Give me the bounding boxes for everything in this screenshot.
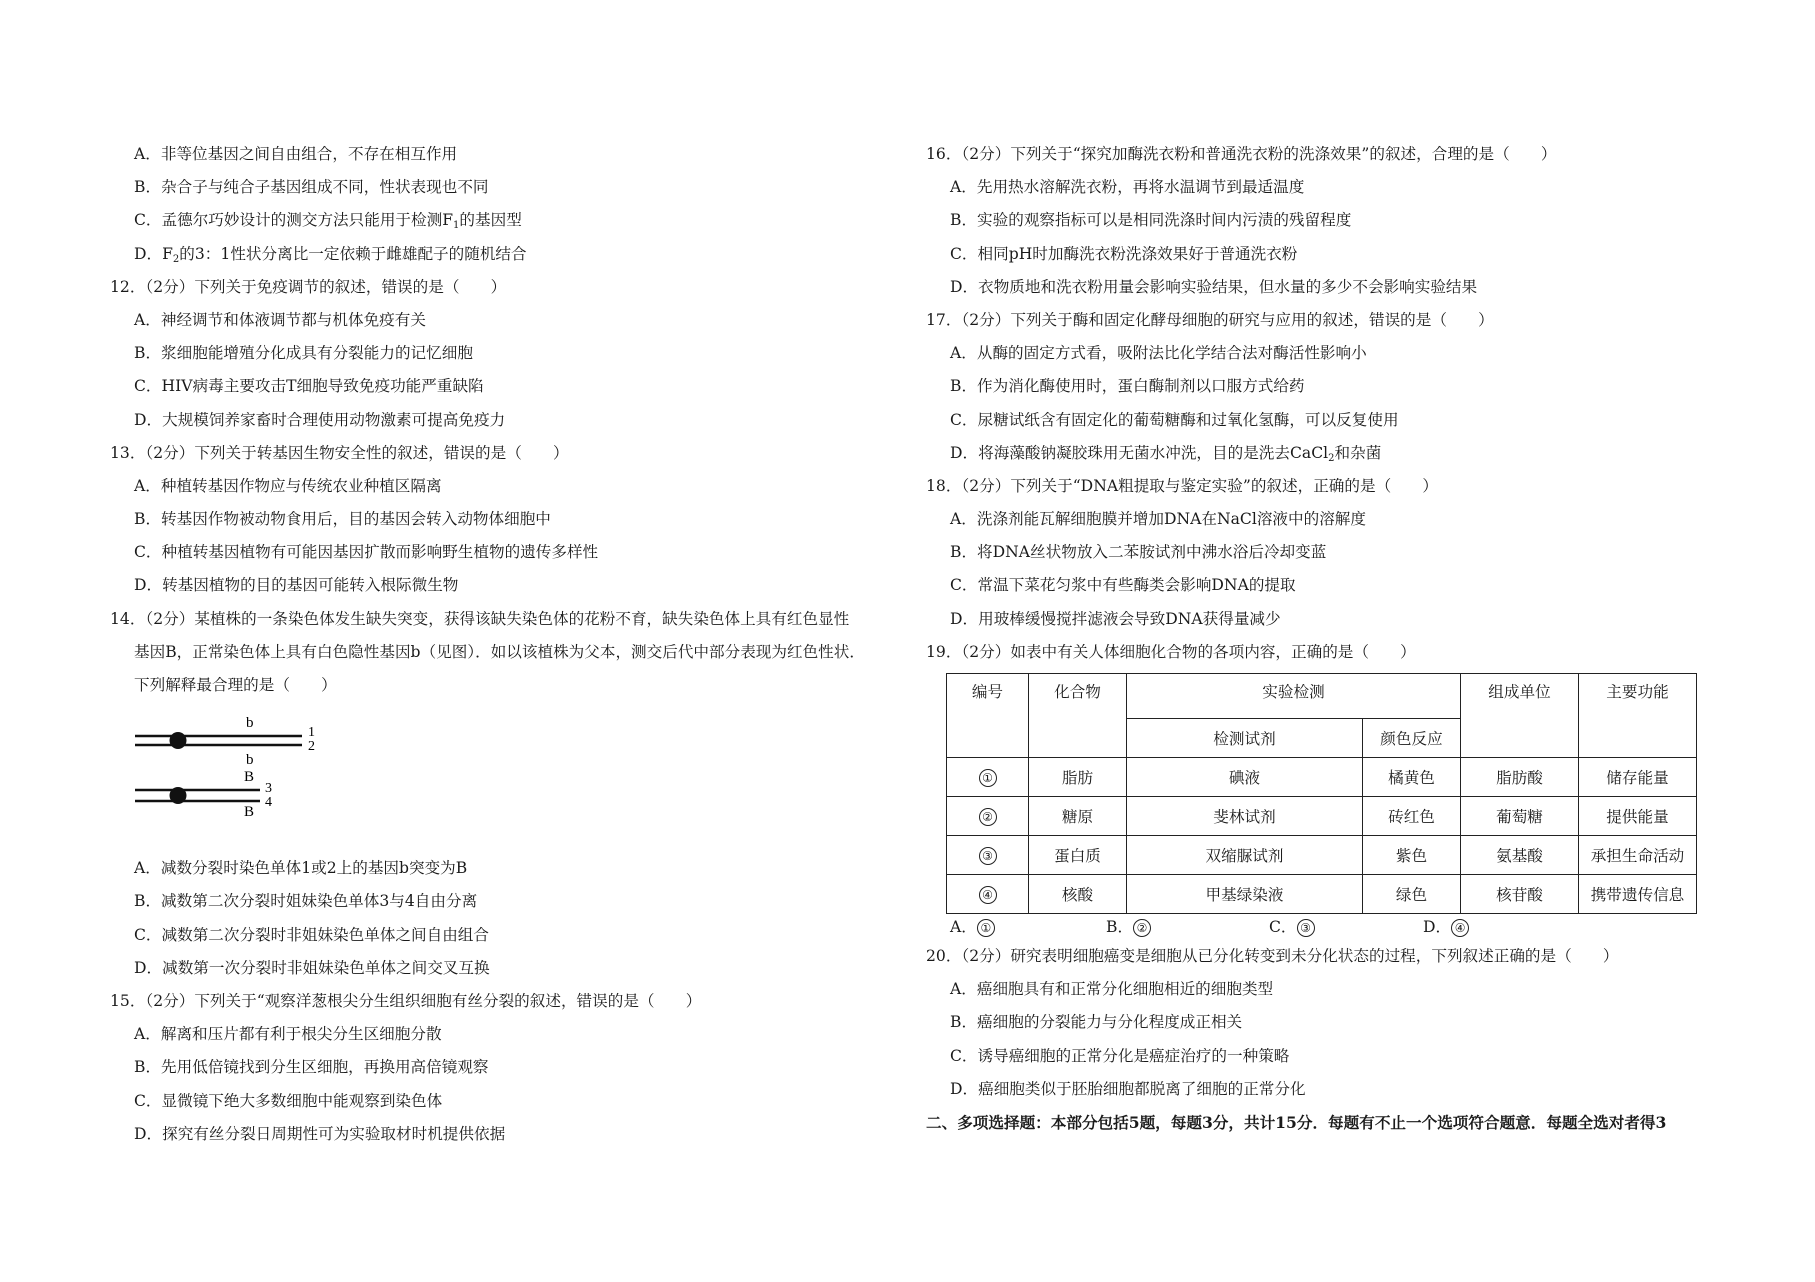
q13-option-d: D．转基因植物的目的基因可能转入根际微生物 <box>134 576 459 595</box>
q17-option-c: C．尿糖试纸含有固定化的葡萄糖酶和过氧化氢酶，可以反复使用 <box>950 410 1399 429</box>
q20-option-b: B．癌细胞的分裂能力与分化程度成正相关 <box>950 1013 1243 1032</box>
q18-stem: 18．（2分）下列关于“DNA粗提取与鉴定实验”的叙述，正确的是（ ） <box>926 476 1438 495</box>
q14-option-c: C．减数第二次分裂时非姐妹染色单体之间自由组合 <box>134 925 489 944</box>
q19-answer-b: B． ② <box>1106 914 1269 940</box>
row-function: 提供能量 <box>1579 797 1697 836</box>
q19-answer-row <box>950 914 1726 940</box>
compound-table <box>946 673 1697 914</box>
header-compound: 化合物 <box>1029 674 1127 758</box>
q12-option-d: D．大规模饲养家畜时合理使用动物激素可提高免疫力 <box>134 410 506 429</box>
row-reagent: 斐林试剂 <box>1127 797 1363 836</box>
row-color: 橘黄色 <box>1363 758 1461 797</box>
header-id: 编号 <box>947 674 1029 758</box>
q17-stem: 17．（2分）下列关于酶和固定化酵母细胞的研究与应用的叙述，错误的是（ ） <box>926 310 1494 329</box>
q12-stem: 12．（2分）下列关于免疫调节的叙述，错误的是（ ） <box>110 277 507 296</box>
q14-option-a: A．减数分裂时染色单体1或2上的基因b突变为B <box>134 859 468 878</box>
row-unit: 葡萄糖 <box>1461 797 1579 836</box>
right-column <box>926 138 1726 1139</box>
header-color: 颜色反应 <box>1363 719 1461 758</box>
chromatid-number-1: 1 <box>308 725 315 741</box>
q20-option-a: A．癌细胞具有和正常分化细胞相近的细胞类型 <box>950 980 1274 999</box>
row-id: ④ <box>947 875 1029 914</box>
q15-option-b: B．先用低倍镜找到分生区细胞，再换用高倍镜观察 <box>134 1058 489 1077</box>
gene-label-B-1: B <box>244 769 255 786</box>
q12-option-a: A．神经调节和体液调节都与机体免疫有关 <box>134 310 426 329</box>
q14-stem: 14．（2分）某植株的一条染色体发生缺失突变，获得该缺失染色体的花粉不育，缺失染色体上具有红色显性 <box>110 609 850 628</box>
row-color: 紫色 <box>1363 836 1461 875</box>
centromere-top <box>170 732 187 749</box>
row-reagent: 碘液 <box>1127 758 1363 797</box>
row-id: ③ <box>947 836 1029 875</box>
q19-answer-c: C． ③ <box>1269 914 1423 940</box>
row-function: 承担生命活动 <box>1579 836 1697 875</box>
table-row <box>947 836 1697 875</box>
row-color: 绿色 <box>1363 875 1461 914</box>
q19-answer-a: A． ① <box>950 914 1106 940</box>
chromosome-diagram <box>132 702 332 852</box>
q12-option-b: B．浆细胞能增殖分化成具有分裂能力的记忆细胞 <box>134 344 473 363</box>
q20-option-d: D．癌细胞类似于胚胎细胞都脱离了细胞的正常分化 <box>950 1079 1306 1098</box>
row-id: ② <box>947 797 1029 836</box>
row-reagent: 甲基绿染液 <box>1127 875 1363 914</box>
row-unit: 核苷酸 <box>1461 875 1579 914</box>
q13-option-b: B．转基因作物被动物食用后，目的基因会转入动物体细胞中 <box>134 510 551 529</box>
q19-answer-d: D． ④ <box>1423 914 1469 940</box>
q11-option-d: D．$F_2$的3：1性状分离比一定依赖于雌雄配子的随机结合 <box>134 244 527 265</box>
q11-option-a: A．非等位基因之间自由组合，不存在相互作用 <box>134 145 458 163</box>
q15-stem: 15．（2分）下列关于“观察洋葱根尖分生组织细胞有丝分裂的叙述，错误的是（ ） <box>110 991 702 1010</box>
row-compound: 糖原 <box>1029 797 1127 836</box>
header-function: 主要功能 <box>1579 674 1697 758</box>
q16-option-d: D．衣物质地和洗衣粉用量会影响实验结果，但水量的多少不会影响实验结果 <box>950 277 1478 296</box>
row-compound: 核酸 <box>1029 875 1127 914</box>
q20-option-c: C．诱导癌细胞的正常分化是癌症治疗的一种策略 <box>950 1046 1290 1065</box>
q20-stem: 20．（2分）研究表明细胞癌变是细胞从已分化转变到未分化状态的过程，下列叙述正确的是（ ） <box>926 947 1619 965</box>
header-reagent: 检测试剂 <box>1127 719 1363 758</box>
gene-label-b-1: b <box>246 715 254 732</box>
section-2-heading: 二、多项选择题：本部分包括5题，每题3分，共计15分．每题有不止一个选项符合题意．每题全选对者得3 <box>926 1112 1667 1132</box>
chromatid-number-4: 4 <box>265 795 272 811</box>
table-row <box>947 758 1697 797</box>
table-header-row <box>947 674 1697 719</box>
row-id: ① <box>947 758 1029 797</box>
q14-option-d: D．减数第一次分裂时非姐妹染色单体之间交叉互换 <box>134 958 490 977</box>
row-function: 储存能量 <box>1579 758 1697 797</box>
q11-option-b: B．杂合子与纯合子基因组成不同，性状表现也不同 <box>134 178 489 197</box>
left-column <box>110 138 910 1151</box>
q15-option-a: A．解离和压片都有利于根尖分生区细胞分散 <box>134 1025 442 1044</box>
q12-option-c: C．HIV病毒主要攻击T细胞导致免疫功能严重缺陷 <box>134 377 484 396</box>
header-unit: 组成单位 <box>1461 674 1579 758</box>
q16-option-c: C．相同pH时加酶洗衣粉洗涤效果好于普通洗衣粉 <box>950 244 1298 263</box>
q18-option-b: B．将DNA丝状物放入二苯胺试剂中沸水浴后冷却变蓝 <box>950 543 1327 562</box>
q17-option-a: A．从酶的固定方式看，吸附法比化学结合法对酶活性影响小 <box>950 344 1367 363</box>
q14-stem-line-3: 下列解释最合理的是（ ） <box>134 676 337 694</box>
gene-label-B-2: B <box>244 804 255 821</box>
chromatid-number-2: 2 <box>308 739 315 755</box>
q14-stem-line-2: 基因B，正常染色体上具有白色隐性基因b（见图）．如以该植株为父本，测交后代中部分表现为红色性状． <box>134 642 865 661</box>
row-unit: 氨基酸 <box>1461 836 1579 875</box>
q13-option-a: A．种植转基因作物应与传统农业种植区隔离 <box>134 476 442 495</box>
row-compound: 脂肪 <box>1029 758 1127 797</box>
q19-stem: 19．（2分）如表中有关人体细胞化合物的各项内容，正确的是（ ） <box>926 642 1416 661</box>
q15-option-d: D．探究有丝分裂日周期性可为实验取材时机提供依据 <box>134 1124 506 1143</box>
centromere-bottom <box>170 787 187 804</box>
q17-option-b: B．作为消化酶使用时，蛋白酶制剂以口服方式给药 <box>950 377 1305 396</box>
table-row <box>947 797 1697 836</box>
row-reagent: 双缩脲试剂 <box>1127 836 1363 875</box>
q18-option-d: D．用玻棒缓慢搅拌滤液会导致DNA获得量减少 <box>950 609 1281 628</box>
q15-option-c: C．显微镜下绝大多数细胞中能观察到染色体 <box>134 1091 443 1110</box>
header-test: 实验检测 <box>1127 674 1461 719</box>
q16-option-a: A．先用热水溶解洗衣粉，再将水温调节到最适温度 <box>950 178 1305 197</box>
q14-option-b: B．减数第二次分裂时姐妹染色单体3与4自由分离 <box>134 892 478 911</box>
q18-option-a: A．洗涤剂能瓦解细胞膜并增加DNA在NaCl溶液中的溶解度 <box>950 510 1366 529</box>
q11-option-c: C．孟德尔巧妙设计的测交方法只能用于检测$F_1$的基因型 <box>134 211 522 232</box>
row-compound: 蛋白质 <box>1029 836 1127 875</box>
q13-stem: 13．（2分）下列关于转基因生物安全性的叙述，错误的是（ ） <box>110 443 569 462</box>
q17-option-d: D．将海藻酸钠凝胶珠用无菌水冲洗，目的是洗去CaCl$_2$和杂菌 <box>950 443 1382 464</box>
q16-option-b: B．实验的观察指标可以是相同洗涤时间内污渍的残留程度 <box>950 211 1352 230</box>
q18-option-c: C．常温下菜花匀浆中有些酶类会影响DNA的提取 <box>950 576 1296 595</box>
row-color: 砖红色 <box>1363 797 1461 836</box>
row-unit: 脂肪酸 <box>1461 758 1579 797</box>
q13-option-c: C．种植转基因植物有可能因基因扩散而影响野生植物的遗传多样性 <box>134 543 599 562</box>
gene-label-b-2: b <box>246 752 254 769</box>
table-row <box>947 875 1697 914</box>
chromatid-number-3: 3 <box>265 781 272 797</box>
row-function: 携带遗传信息 <box>1579 875 1697 914</box>
q16-stem: 16．（2分）下列关于“探究加酶洗衣粉和普通洗衣粉的洗涤效果”的叙述，合理的是（ ） <box>926 145 1557 163</box>
chromosome-figure <box>132 702 910 852</box>
